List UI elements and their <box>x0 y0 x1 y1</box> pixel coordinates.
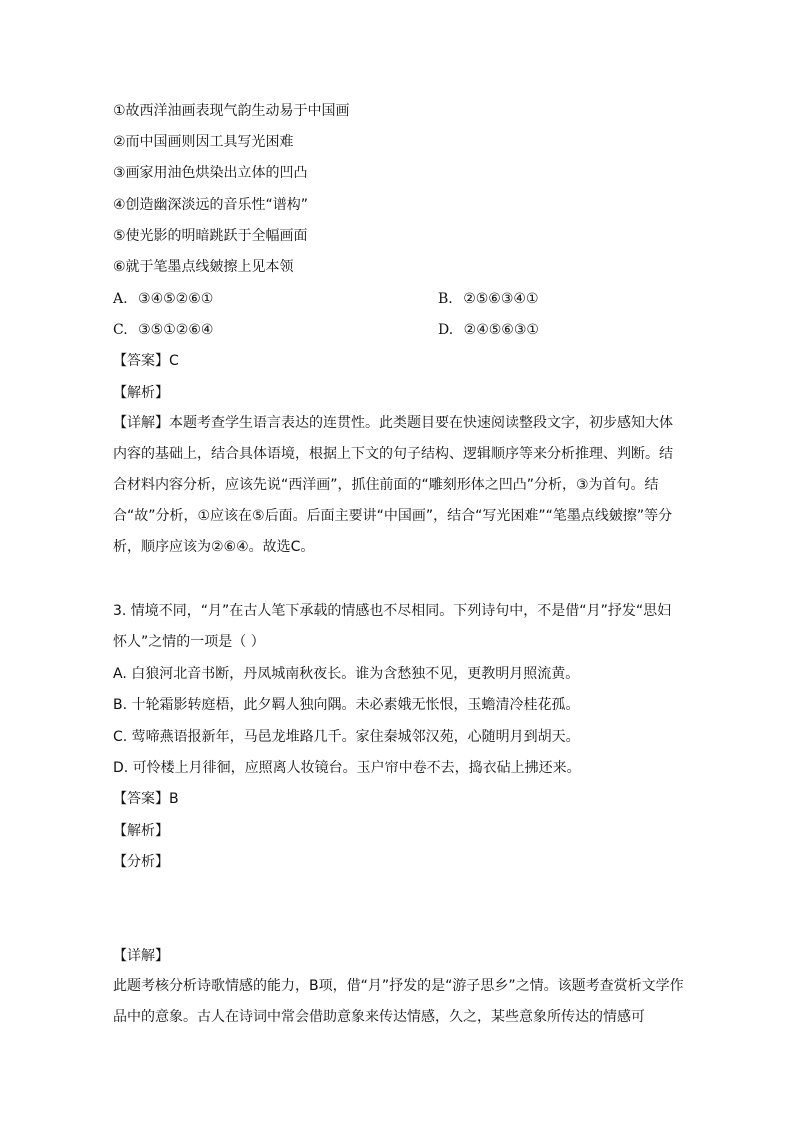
sentence-2: ②而中国画则因工具写光困难 <box>113 134 294 150</box>
detail-paragraph: 【详解】本题考查学生语言表达的连贯性。此类题目要在快速阅读整段文字，初步感知大体内容的基础上，结合具体语境，根据上下文的句子结构、逻辑顺序等来分析推理、判断。结合材料内容分析，应该先说“西洋画”，抓住前面的“雕刻形体之凹凸”分析，③为首句。结合“故”分析，①应该在⑤后面。后面主要讲“中国画”，结合“写光困难”“笔墨点线皴擦”等分析，顺序应该为②⑥④。故选C。 <box>113 415 673 555</box>
option-c-text: ③⑤①②⑥④ <box>138 322 214 338</box>
q3-option-a: A. 白狼河北音书断，丹凤城南秋夜长。谁为含愁独不见，更教明月照流黄。 <box>113 666 580 682</box>
q3-option-d: D. 可怜楼上月徘徊，应照离人妆镜台。玉户帘中卷不去，捣衣砧上拂还来。 <box>113 760 581 776</box>
option-a-letter: A. <box>113 291 128 307</box>
q3-detail-heading: 【详解】 <box>113 948 169 964</box>
q3-fenxi-heading: 【分析】 <box>113 854 169 870</box>
option-a <box>113 289 213 309</box>
option-d <box>438 320 539 340</box>
option-c-letter: C. <box>113 322 128 338</box>
sentence-5: ⑤使光影的明暗跳跃于全幅画面 <box>113 228 308 244</box>
option-b-text: ②⑤⑥③④① <box>463 291 539 307</box>
option-b-letter: B. <box>438 291 453 307</box>
option-d-letter: D. <box>438 322 454 338</box>
analysis-heading: 【解析】 <box>113 385 169 401</box>
q3-option-b: B. 十轮霜影转庭梧，此夕羁人独向隅。未必素娥无怅恨，玉蟾清冷桂花孤。 <box>113 697 580 713</box>
option-c <box>113 320 213 340</box>
q3-detail-paragraph: 此题考核分析诗歌情感的能力，B项，借“月”抒发的是“游子思乡”之情。该题考查赏析文学作品中的意象。古人在诗词中常会借助意象来传达情感，久之，某些意象所传达的情感可 <box>113 978 684 1025</box>
sentence-6: ⑥就于笔墨点线皴擦上见本领 <box>113 259 294 275</box>
q3-option-c: C. 莺啼燕语报新年，马邑龙堆路几千。家住秦城邻汉苑，心随明月到胡天。 <box>113 729 580 745</box>
q3-analysis-heading: 【解析】 <box>113 823 169 839</box>
option-b <box>438 289 539 309</box>
sentence-3: ③画家用油色烘染出立体的凹凸 <box>113 165 308 181</box>
option-d-text: ②④⑤⑥③① <box>463 322 539 338</box>
answer-label: 【答案】C <box>113 353 179 369</box>
option-a-text: ③④⑤②⑥① <box>138 291 214 307</box>
sentence-4: ④创造幽深淡远的音乐性“谱构” <box>113 197 309 213</box>
q3-answer-label: 【答案】B <box>113 791 179 807</box>
question-3-stem: 3. 情境不同，“月”在古人笔下承载的情感也不尽相同。下列诗句中，不是借“月”抒发“思妇怀人”之情的一项是（ ） <box>113 603 672 650</box>
sentence-1: ①故西洋油画表现气韵生动易于中国画 <box>113 103 350 119</box>
